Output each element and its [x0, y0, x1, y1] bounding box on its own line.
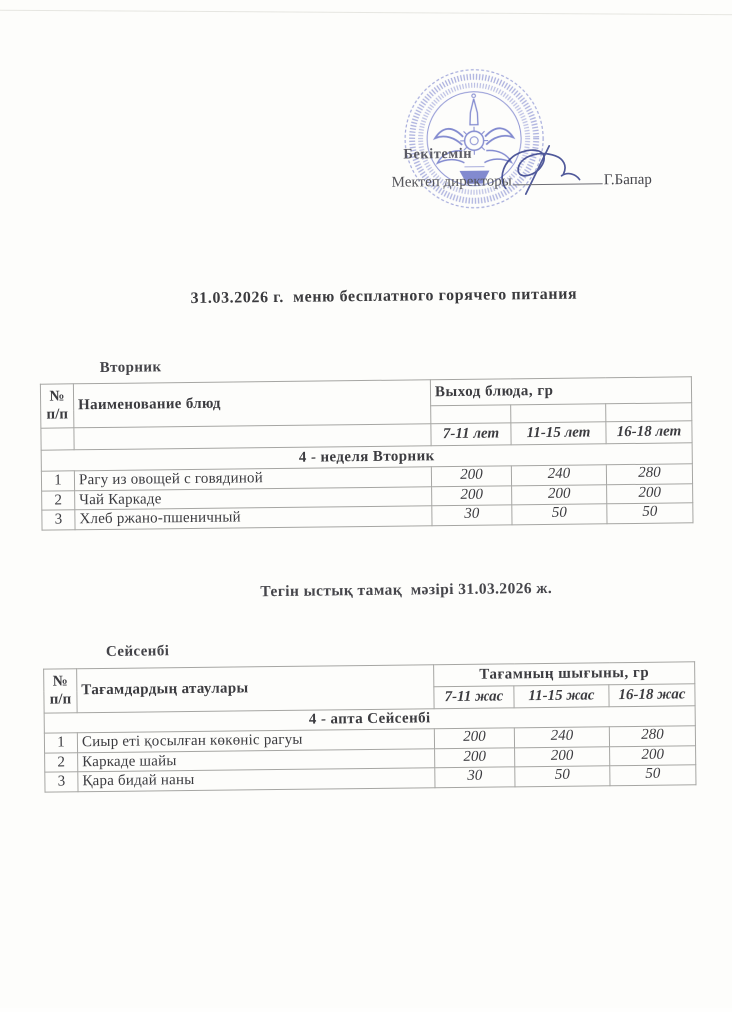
portion-16-18: 50: [610, 765, 696, 786]
age-col-2: 11-15 жас: [514, 685, 609, 708]
col-header-output: Выход блюда, гр: [430, 377, 691, 406]
director-title-label: Мектеп директоры: [391, 173, 512, 191]
director-signature-line: [392, 171, 652, 192]
row-number: 3: [45, 772, 78, 792]
col-header-dish: Тағамдардың атаулары: [77, 665, 434, 713]
row-number: 2: [42, 491, 75, 510]
portion-7-11: 30: [435, 767, 515, 788]
portion-16-18: 50: [607, 503, 693, 524]
portion-7-11: 30: [432, 505, 512, 526]
day-label-kazakh: Сейсенбі: [105, 643, 170, 660]
col-header-number: № п/п: [40, 384, 73, 428]
row-number: 1: [44, 733, 77, 753]
dish-name: Рагу из овощей с говядиной: [74, 467, 431, 491]
portion-16-18: 280: [606, 464, 692, 485]
portion-11-15: 50: [512, 504, 607, 525]
portion-7-11: 200: [435, 748, 515, 768]
menu-table-kazakh: [43, 661, 696, 792]
col-header-output: Тағамның шығыны, гр: [434, 662, 695, 687]
portion-7-11: 200: [434, 728, 514, 749]
age-col-2: 11-15 лет: [511, 422, 606, 445]
portion-11-15: 240: [514, 727, 609, 748]
portion-16-18: 280: [609, 726, 695, 747]
portion-16-18: 200: [610, 746, 696, 766]
portion-11-15: 200: [515, 747, 610, 767]
row-number: 2: [45, 753, 78, 772]
director-name: Г.Бапар: [603, 171, 652, 189]
col-header-number: № п/п: [44, 669, 77, 713]
portion-11-15: 240: [511, 465, 606, 486]
age-col-3: 16-18 лет: [606, 421, 692, 444]
menu-title-kazakh: Тегін ыстық тамақ мәзірі 31.03.2026 ж.: [260, 579, 553, 601]
row-number: 3: [42, 510, 75, 530]
menu-title-russian: 31.03.2026 г. меню бесплатного горячего питания: [190, 285, 578, 307]
age-col-1: 7-11 лет: [431, 423, 511, 446]
week-label: 4 - апта Сейсенбі: [44, 706, 695, 733]
portion-7-11: 200: [432, 486, 512, 506]
signature-underline: [513, 171, 603, 185]
dish-name: Хлеб ржано-пшеничный: [75, 506, 432, 530]
col-header-dish: Наименование блюд: [73, 380, 430, 428]
portion-16-18: 200: [607, 484, 693, 504]
dish-name: Сиыр еті қосылған көкөніс рагуы: [77, 729, 434, 753]
row-number: 1: [41, 471, 74, 491]
day-label-russian: Вторник: [99, 359, 162, 377]
age-col-1: 7-11 жас: [434, 686, 514, 709]
age-col-3: 16-18 жас: [609, 684, 695, 707]
approve-stamp-label: Бекітемін: [403, 145, 473, 163]
dish-name: Чай Каркаде: [75, 487, 432, 510]
portion-11-15: 200: [512, 485, 607, 505]
week-label: 4 - неделя Вторник: [41, 443, 692, 471]
portion-7-11: 200: [431, 466, 511, 487]
portion-11-15: 50: [515, 766, 610, 787]
dish-name: Қара бидай наны: [78, 768, 435, 792]
dish-name: Каркаде шайы: [78, 749, 435, 772]
menu-table-russian: [40, 376, 694, 530]
